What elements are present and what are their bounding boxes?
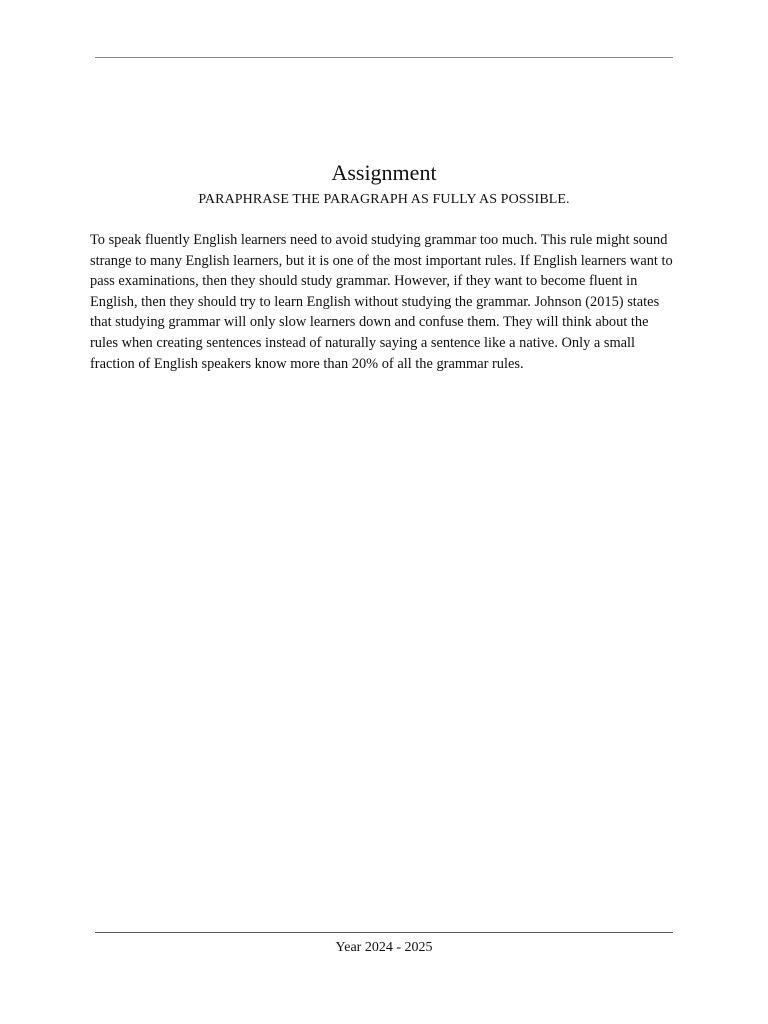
footer-year: Year 2024 - 2025 — [335, 940, 433, 955]
assignment-instruction: PARAPHRASE THE PARAGRAPH AS FULLY AS POSSIBLE. — [198, 192, 570, 207]
header-divider — [95, 57, 673, 58]
page-title: Assignment — [331, 160, 437, 185]
source-paragraph: To speak fluently English learners need to avoid studying grammar too much. This rule might sound strange to many English learners, but it is one of the most important rules. If English learners want to pass examinations, then they should study grammar. However, if they want to become fluent in English, then they should try to learn English without studying the grammar. Johnson (2015) states that studying grammar will only slow learners down and confuse them. They will think about the rules when creating sentences instead of naturally saying a sentence like a native. Only a small fraction of English speakers know more than 20% of all the grammar rules. — [90, 232, 673, 372]
footer-divider — [95, 932, 673, 933]
